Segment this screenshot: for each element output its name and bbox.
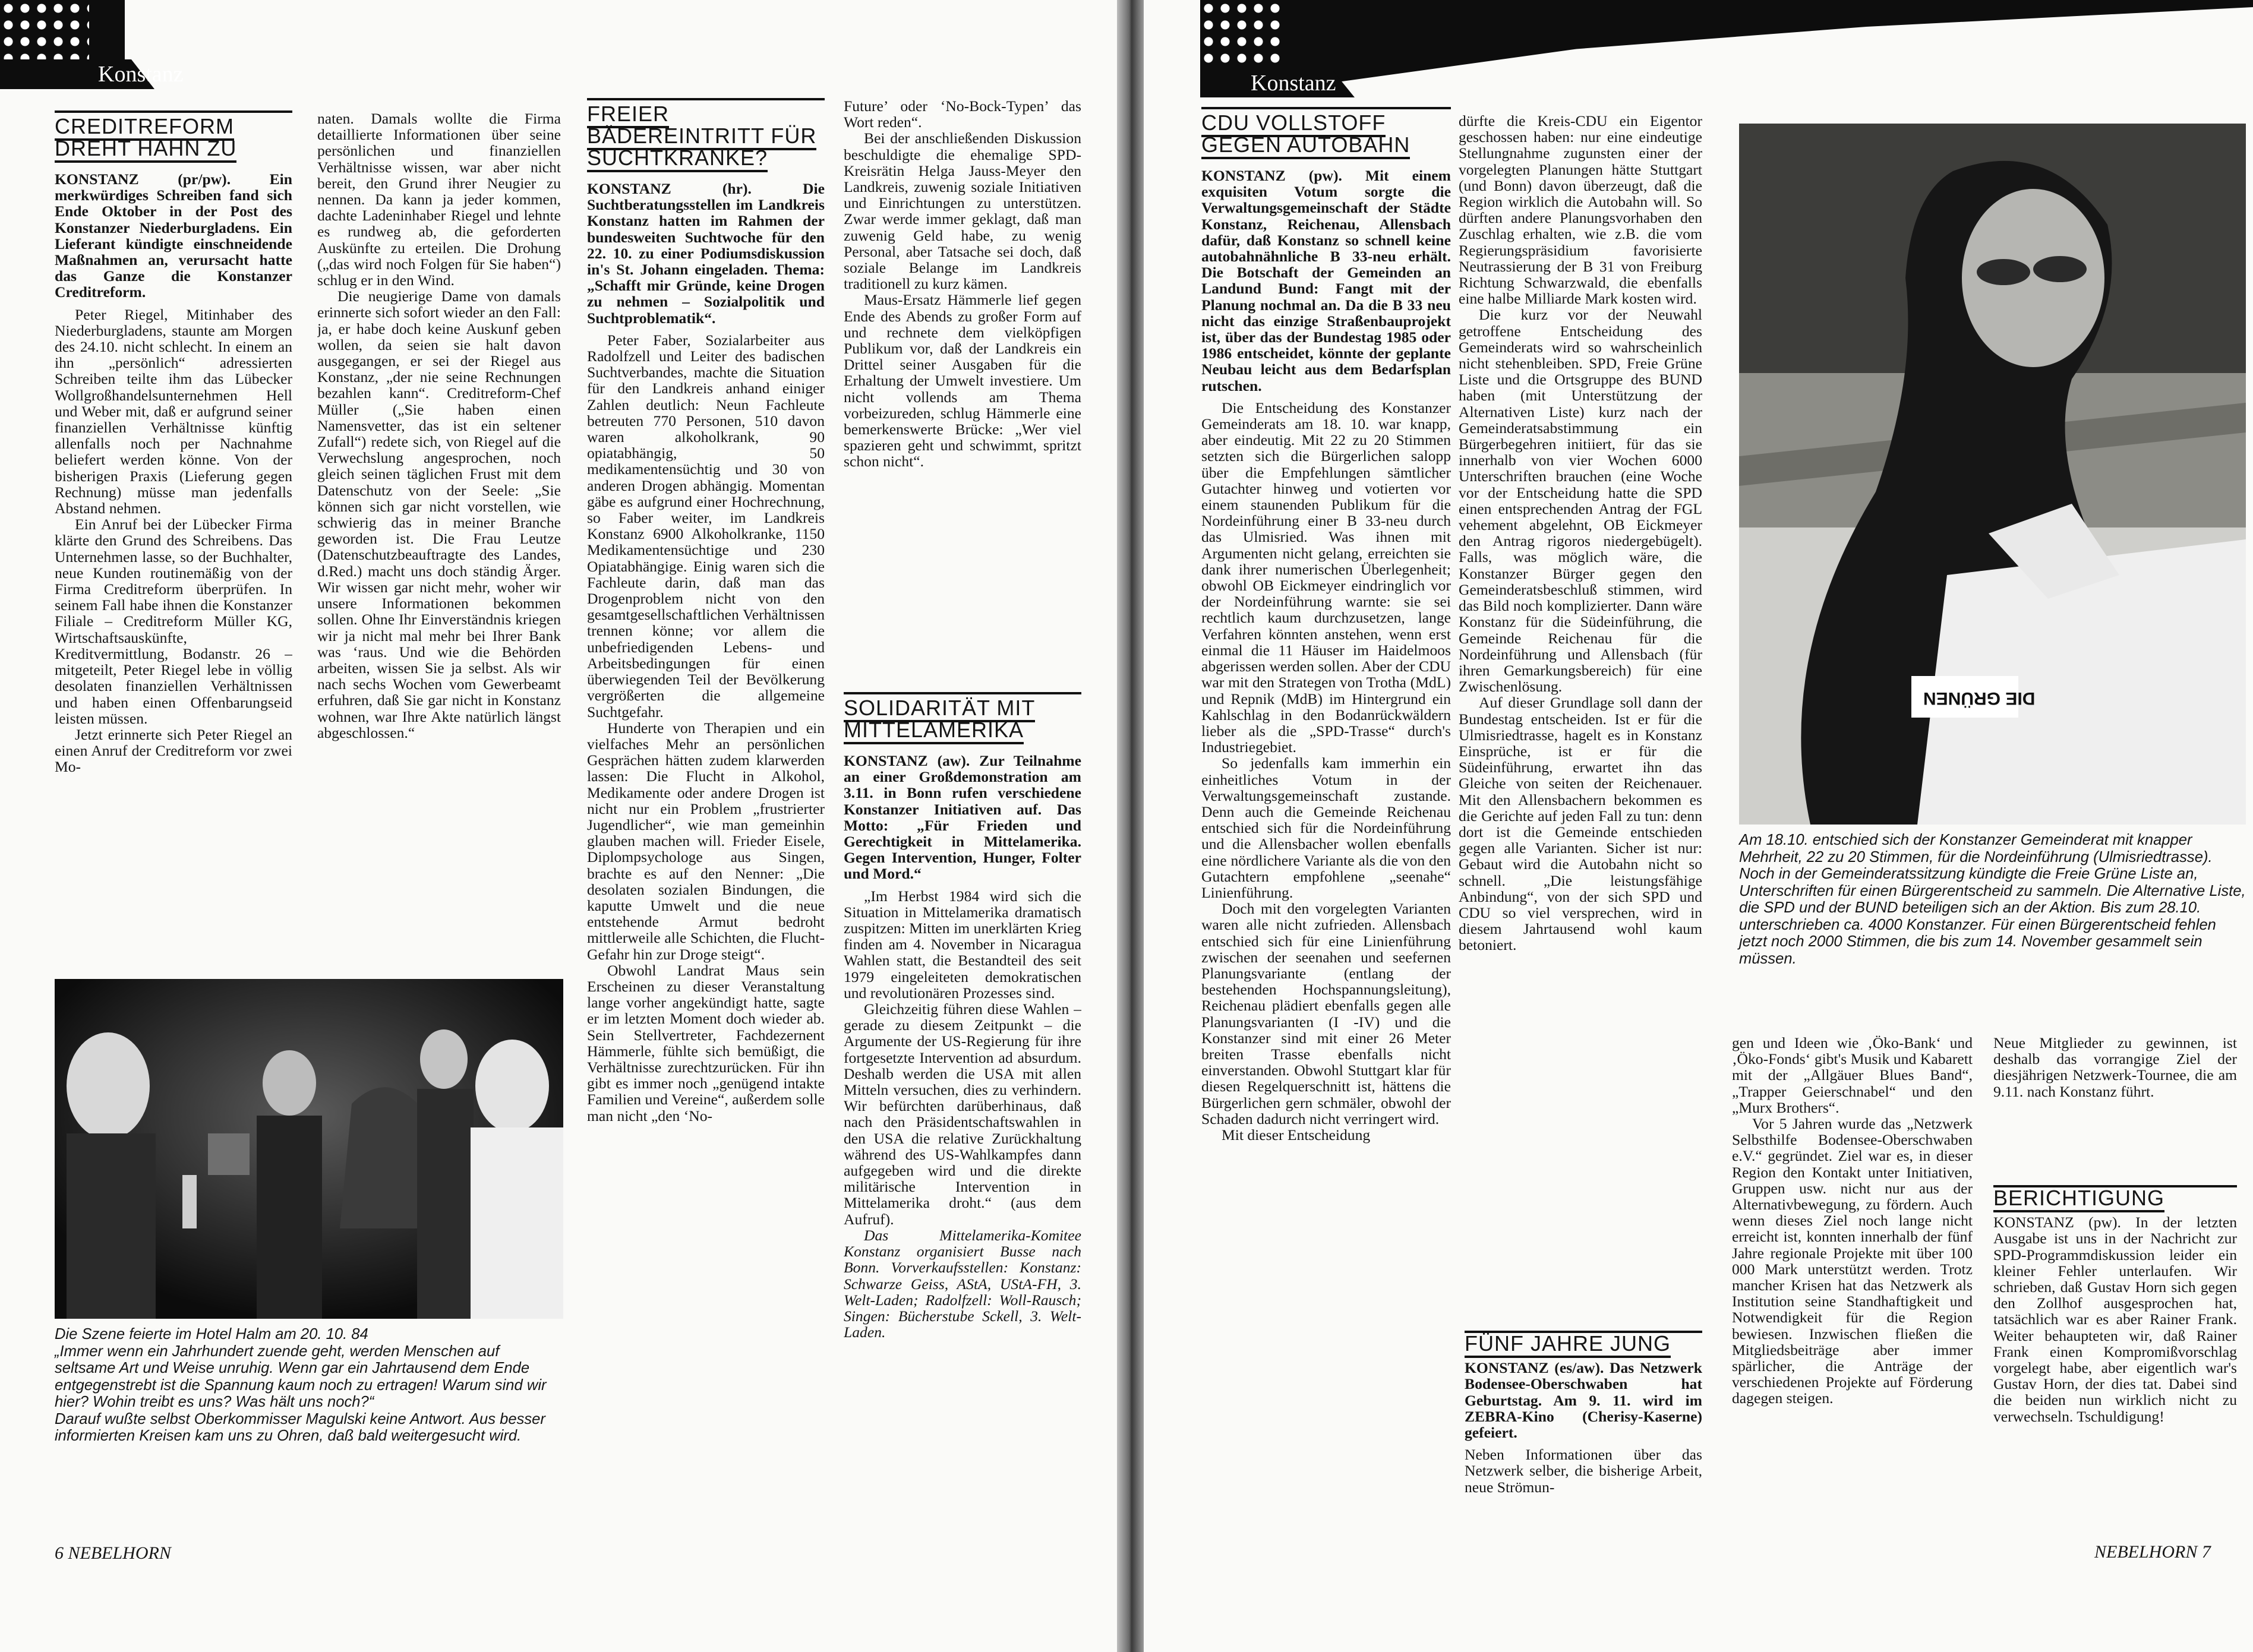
baedereintritt-paragraph: Future’ oder ‘No-Bock-Typen’ das Wort reden“. xyxy=(844,98,1081,131)
berichtigung-article xyxy=(1993,1185,2237,1553)
mittelamerika-paragraph: Das Mittelamerika-Komitee Konstanz organisiert Busse nach Bonn. Vorverkaufsstellen: Konstanz: Schwarze Geiss, AStA, UStA-FH, 3. Welt-Laden; Radolfzell: Woll-Rausch; Singen: Bücherstube Sckell, 3. Welt-Laden. xyxy=(844,1226,1081,1341)
section-label: Konstanz xyxy=(1251,71,1336,96)
fuenf-jahre-article-col1 xyxy=(1465,1331,1702,1556)
fuenf-jahre-headline-text: FÜNF JAHRE JUNG xyxy=(1465,1331,1671,1358)
creditreform-paragraph: Peter Riegel, Mitinhaber des Niederburgladens, staunte am Morgen des 24.10. nicht schlecht. In einem an ihn „persönlich“ adressierten Schreiben teilte ihm das Lübecker Wollgroßhandelsunternehmen Hell und Weber mit, daß er aufgrund seiner finanziellen Verhältnisse künftig allenfalls noch per Nachnahme beliefert werden könne. Von der bisherigen Praxis (Lieferung gegen Rechnung) müsse man jedenfalls Abstand nehmen. xyxy=(55,305,292,517)
mittelamerika-paragraph: Gleichzeitig führen diese Wahlen – gerade zu diesem Zeitpunkt – die Argumente der US-Regierung für ihre fortgesetzte Intervention ad absurdum. Deshalb werden die USA mit allen Mitteln versuchen, dies zu verhindern. Wir befürchten darüberhinaus, daß nach den Präsidentschaftswahlen in den USA die relative Zurückhaltung während des US-Wahlkampfes dann aufgegeben wird und die direkte militärische Intervention in Mittelamerika droht.“ (aus dem Aufruf). xyxy=(844,1000,1081,1228)
party-photo xyxy=(55,979,563,1319)
page-folio-right: NEBELHORN 7 xyxy=(2094,1542,2211,1562)
creditreform-headline xyxy=(55,110,292,162)
berichtigung-text: KONSTANZ (pw). In der letzten Ausgabe ist uns in der Nachricht zur SPD-Programmdiskussion leider ein kleiner Fehler unterlaufen. Wir schrieben, daß Gustav Horn sich gegen den Zollhof ausgesprochen hat, tatsächlich war es aber Rainer Frank. Weiter behaupteten wir, daß Rainer Frank einen Kompromißvorschlag vorgelegt habe, aber eigentlich war's Gustav Horn, der dies tat. Dabei sind die beiden nun wirklich nicht zu verwechseln. Tschuldigung! xyxy=(1993,1214,2237,1425)
mittelamerika-paragraph: „Im Herbst 1984 wird sich die Situation in Mittelamerika dramatisch zuspitzen: Mitten im unerklärten Krieg finden am 4. November in Nicaragua Wahlen statt, die Bestandteil des seit 1979 eingeleiteten demokratischen und revolutionären Prozesses sind. xyxy=(844,887,1081,1002)
berichtigung-headline-text: BERICHTIGUNG xyxy=(1993,1186,2164,1212)
creditreform-paragraph: Die neugierige Dame von damals erinnerte sich sofort wieder an den Fall: ja, er habe doch keine Auskunf geben wollen, da seien sie halt davon ausgegangen, er sei der Riegel aus Konstanz, „der nie seine Rechnungen bezahlen kann“. Creditreform-Chef Müller („Sie haben einen Namensvetter, das ist ein seltener Zufall“) redete sich, von Riegel auf die Verwechslung angesprochen, noch gleich seinen täglichen Frust mit dem Datenschutz von der Seele: „Sie können sich gar nicht vorstellen, wie schwierig das in meiner Branche geworden ist. Die Frau Leutze (Datenschutzbeauftragte des Landes, d.Red.) macht uns doch ständig Ärger. Wir wissen gar nicht mehr, woher wir unsere Informationen bekommen sollen. Ohne Ihr Einverständnis kriegen wir ja nicht mal mehr bei Ihrer Bank was ‘raus. Und wie die Behörden arbeiten, wissen Sie ja selbst. Als wir nach sechs Wochen vom Gewerbeamt erfuhren, daß Sie gar nicht in Konstanz wohnen, war Ihre Akte natürlich längst abgeschlossen.“ xyxy=(317,288,561,741)
mittelamerika-headline xyxy=(844,692,1081,743)
fuenf-jahre-paragraph: Neben Informationen über das Netzwerk selber, die bisherige Arbeit, neue Strömun- xyxy=(1465,1446,1702,1496)
autobahn-lede: KONSTANZ (pw). Mit einem exquisiten Votum sorgte die Verwaltungsgemeinschaft der Städte Konstanz, Reichenau, Allensbach dafür, daß Konstanz so schnell keine autobahnähnliche B 33-neu erhält. Die Botschaft der Gemeinden an Landund Bund: Fangt mit der Planung nochmal an. Da die B 33 neu nicht das einzige Straßenbauprojekt ist, über das der Bundestag 1985 oder 1986 entscheidet, könnte der geplante Neubau leicht aus dem Bedarfsplan rutschen. xyxy=(1201,167,1451,394)
baedereintritt-paragraph: Maus-Ersatz Hämmerle lief gegen Ende des Abends zu großer Form auf und rechnete dem vielköpfigen Publikum vor, daß der Landkreis ein Drittel seiner Ausgaben für die Erhaltung der Umwelt investiere. Um nicht vollends am Thema vorbeizureden, schlug Hämmerle eine bemerkenswerte Brücke: „Wer viel spazieren geht und schwimmt, spritzt schon nicht“. xyxy=(844,291,1081,470)
page-folio-left: 6 NEBELHORN xyxy=(55,1543,171,1563)
creditreform-paragraph: Jetzt erinnerte sich Peter Riegel an einen Anruf der Creditreform vor zwei Mo- xyxy=(55,725,292,776)
baedereintritt-article-col2 xyxy=(844,98,1081,692)
autobahn-headline-text: CDU VOLLSTOFF GEGEN AUTOBAHN xyxy=(1201,110,1410,159)
fuenf-jahre-headline xyxy=(1465,1331,1702,1356)
caption-line: Darauf wußte selbst Oberkommisser Magulski keine Antwort. Aus besser informierten Kreisen kam uns zu Ohren, daß bald weitergesucht wird. xyxy=(55,1410,545,1444)
header-band xyxy=(1286,0,2253,89)
autobahn-paragraph: So jedenfalls kam immerhin ein einheitliches Votum in der Verwaltungsgemeinschaft zustande. Denn auch die Gemeinde Reichenau entschied sich für die Nordeinführung und die Allensbacher wollen ebenfalls eine nördlichere Variante als die von den Gutachtern empfohlene „seenahe“ Linienführung. xyxy=(1201,754,1451,901)
autobahn-article-col1 xyxy=(1201,107,1451,1533)
fuenf-jahre-paragraph: Neue Mitglieder zu gewinnen, ist deshalb das vorrangige Ziel der diesjährigen Netzwerk-Tournee, die am 9.11. nach Konstanz führt. xyxy=(1993,1035,2237,1100)
right-page xyxy=(1144,0,2253,1652)
berichtigung-headline xyxy=(1993,1185,2237,1210)
party-photo-caption xyxy=(55,1326,563,1445)
caption-line: Die Szene feierte im Hotel Halm am 20. 10. 84 xyxy=(55,1326,368,1343)
fuenf-jahre-article-col3 xyxy=(1993,1035,2237,1154)
mittelamerika-headline-text: SOLIDARITÄT MIT MITTELAMERIKA xyxy=(844,696,1035,744)
baedereintritt-paragraph: Obwohl Landrat Maus sein Erscheinen zu dieser Veranstaltung lange vorher angekündigt hatte, sagte er im letzten Moment doch wieder ab. Sein Stellvertreter, Fachdezernent Hämmerle, fühlte sich bemüßigt, die Verhältnisse zurechtzurücken. Für ihn gibt es immer noch „genügend intakte Familien und Vereine“, außerdem solle man nicht „den ‘No- xyxy=(587,961,825,1125)
signature-photo-caption: Am 18.10. entschied sich der Konstanzer Gemeinderat mit knapper Mehrheit, 22 zu 20 Stimmen, für die Nordeinführung (Ulmisriedtrasse). Noch in der Gemeinderatssitzung kündigte die Freie Grüne Liste an, Unterschriften für einen Bürgerentscheid zu sammeln. Die Alternative Liste, die SPD und der BUND beteiligen sich an der Aktion. Bis zum 28.10. unterschrieben ca. 4000 Konstanzer. Für einen Bürgerentscheid fehlen jetzt noch 2000 Stimmen, die bis zum 14. November gesammelt sein müssen. xyxy=(1739,832,2246,967)
autobahn-paragraph: Die Entscheidung des Konstanzer Gemeinderats am 18. 10. war knapp, aber eindeutig. Mit 22 zu 20 Stimmen setzten sich die Bürgerlichen salopp über die Empfehlungen sämtlicher Gutachter hinweg und votierten vor einem staunenden Publikum für die Nordeinführung einer B 33-neu durch das Ulmisried. Was ihnen mit Argumenten nicht gelang, erreichten sie dank ihrer numerischen Überlegenheit; obwohl OB Eickmeyer eindringlich vor der Nordeinführung warnte: sie sei rechtlich kaum durchzusetzen, lange Verfahren könnten anstehen, wenn erst einmal die 11 Häuser im Haidelmoos abgerissen werden sollen. Aber der CDU war mit den Strategen von Trotha (MdL) und Repnik (MdB) im Hintergrund ein Kahlschlag in den Bodanrückwäldern lieber als die „SPD-Trasse“ durch's Industriegebiet. xyxy=(1201,399,1451,756)
baedereintritt-paragraph: Bei der anschließenden Diskussion beschuldigte die ehemalige SPD-Kreisrätin Helga Jauss-Meyer den Landkreis, zuwenig soziale Initiativen und Einrichtungen zu unterstützen. Zwar werde immer geklagt, daß man zuwenig Geld habe, zu wenig Personal, aber Tatsache sei doch, daß soziale Belange im Landkreis traditionell zu kurz kämen. xyxy=(844,129,1081,293)
party-photo-image xyxy=(55,979,563,1319)
creditreform-headline-text: CREDITREFORM DREHT HAHN ZU xyxy=(55,114,236,163)
creditreform-paragraph: naten. Damals wollte die Firma detaillierte Informationen über seine persönlichen und finanziellen Verhältnisse wissen, war aber nicht bereit, den Grund ihrer Neugier zu nennen. Da kann ja jeder kommen, dachte Ladeninhaber Riegel und lehnte es rundweg ab, die geforderten Auskünfte zu erteilen. Die Drohung („das wird noch Folgen für Sie haben“) schlug er in den Wind. xyxy=(317,110,561,289)
page-gutter xyxy=(1117,0,1144,1652)
autobahn-paragraph: dürfte die Kreis-CDU ein Eigentor geschossen haben: nur eine eindeutige Stellungnahme zugunsten einer der vorgelegten Planungen hätte Stuttgart (und Bonn) davon überzeugt, daß die Region wirklich die Autobahn will. So dürften andere Planungsvorhaben den Zuschlag erhalten, wie z.B. die vom Regierungspräsidium favorisierte Neutrassierung der B 31 von Freiburg Richtung Schwarzwald, die ebenfalls eine halbe Milliarde Mark kosten wird. xyxy=(1459,113,1702,308)
party-sign-text: DIE GRÜNEN xyxy=(1923,688,2036,708)
baedereintritt-paragraph: Hunderte von Therapien und ein vielfaches Mehr an persönlichen Gesprächen hätten zudem klarwerden lassen: Die Flucht in Alkohol, Medikamente oder andere Drogen ist nicht nur ein Problem „frustrierter Jugendlicher“, wie man gemeinhin glauben machen will. Frieder Eisele, Diplompsychologe aus Singen, brachte es auf den Nenner: „Die desolaten sozialen Bindungen, die kaputte Umwelt und die neue entstehende Armut bedroht mittlerweile alle Schichten, die Flucht-Gefahr hin zur Droge steigt“. xyxy=(587,719,825,963)
signature-photo xyxy=(1739,124,2246,825)
creditreform-lede: KONSTANZ (pr/pw). Ein merkwürdiges Schreiben fand sich Ende Oktober in der Post des Konstanzer Niederburgladens. Ein Lieferant kündigte einschneidende Maßnahmen an, verursacht hatte das Ganze die Konstanzer Creditreform. xyxy=(55,170,292,301)
signature-photo-image xyxy=(1739,124,2246,825)
baedereintritt-lede: KONSTANZ (hr). Die Suchtberatungsstellen im Landkreis Konstanz hatten im Rahmen der bundesweiten Suchtwoche für den 22. 10. zu einer Podiumsdiskussion in's St. Johann eingeladen. Thema: „Schafft mir Gründe, keine Drogen zu nehmen – Sozialpolitik und Suchtproblematik“. xyxy=(587,180,825,327)
section-label: Konstanz xyxy=(98,62,184,87)
fuenf-jahre-paragraph: gen und Ideen wie ‚Öko-Bank‘ und ‚Öko-Fonds‘ gibt's Musik und Kabarett mit der „Allgäuer Blues Band“, „Trapper Geierschnabel“ und den „Murx Brothers“. xyxy=(1732,1035,1973,1116)
creditreform-paragraph: Ein Anruf bei der Lübecker Firma klärte den Grund des Schreibens. Das Unternehmen lasse, so der Buchhalter, neue Kunden routinemäßig von der Firma Creditreform überprüfen. In seinem Fall habe ihnen die Konstanzer Filiale – Creditreform Müller KG, Wirtschaftsauskünfte, Kreditvermittlung, Bodanstr. 26 – mitgeteilt, Peter Riegel lebe in völlig desolaten finanziellen Verhältnissen und haben einen Offenbarungseid leisten müssen. xyxy=(55,516,292,727)
autobahn-paragraph: Die kurz vor der Neuwahl getroffene Entscheidung des Gemeinderats wird so wahrscheinlich nicht stehenbleiben. SPD, Freie Grüne Liste und die Ortsgruppe des BUND haben (mit Unterstützung der Alternativen Liste) kurz nach der Gemeinderatsabstimmung ein Bürgerbegehren initiiert, für das sie innerhalb von vier Wochen 6000 Unterschriften brauchen (eine Woche vor der Entscheidung hatte die SPD einen entsprechenden Antrag der FGL vehement abgelehnt, OB Eickmeyer den Antrag rigoros niedergebügelt). Falls, was möglich wäre, die Konstanzer Bürger gegen den Gemeinderatsbeschluß stimmen, wird das Bild noch komplizierter. Dann wäre Konstanz für die Südeinführung, die Gemeinde Reichenau für die Nordeinführung und Allensbach (für ihren Gemarkungsbereich) für eine Zwischenlösung. xyxy=(1459,306,1702,696)
baedereintritt-paragraph: Peter Faber, Sozialarbeiter aus Radolfzell und Leiter des badischen Suchtverbandes, machte die Situation für den Landkreis anhand einiger Zahlen deutlich: Neun Fachleute betreuten 770 Personen, 510 davon waren alkoholkrank, 90 opiatabhängig, 50 medikamentensüchtig und 30 von anderen Drogen abhängig. Momentan gäbe es aufgrund einer Hochrechnung, so Faber weiter, im Landkreis Konstanz 6900 Alkoholkranke, 1150 Medikamentensüchtige und 230 Opiatabhängige. Einig waren sich die Fachleute darin, daß man das Drogenproblem nicht von den gesamtgesellschaftlichen Verhältnissen trennen könne; vor allem die unbefriedigenden Lebens- und Arbeitsbedingungen für einen überwiegenden Teil der Bevölkerung vergrößerten die allgemeine Suchtgefahr. xyxy=(587,331,825,721)
mittelamerika-lede: KONSTANZ (aw). Zur Teilnahme an einer Großdemonstration am 3.11. in Bonn rufen verschiedene Konstanzer Initiativen auf. Das Motto: „Für Frieden und Gerechtigkeit in Mittelamerika. Gegen Intervention, Hunger, Folter und Mord.“ xyxy=(844,752,1081,883)
fuenf-jahre-article-col2 xyxy=(1732,1035,1973,1552)
autobahn-headline xyxy=(1201,107,1451,158)
autobahn-paragraph: Auf dieser Grundlage soll dann der Bundestag entscheiden. Ist er für die Ulmisriedtrasse, hagelt es in Konstanz Einsprüche, ist er für die Südeinführung, erwartet ihn das Gleiche von seiten der Reichenauer. Mit den Allensbachern bekommen es die Gerichte auf jeden Fall zu tun: denn dort ist die Gemeinde entschieden gegen alle Varianten. Sicher ist nur: Gebaut wird die Autobahn nicht so schnell. „Die leistungsfähige Anbindung“, von der sich SPD und CDU so viel versprechen, wird in diesem Jahrtausend wohl kaum betoniert. xyxy=(1459,694,1702,954)
fuenf-jahre-lede: KONSTANZ (es/aw). Das Netzwerk Bodensee-Oberschwaben hat Geburtstag. Am 9. 11. wird im ZEBRA-Kino (Cherisy-Kaserne) gefeiert. xyxy=(1465,1359,1702,1442)
left-page xyxy=(0,0,1117,1652)
creditreform-article-col1 xyxy=(55,110,292,943)
autobahn-article-col2 xyxy=(1459,113,1702,1259)
caption-line: „Immer wenn ein Jahrhundert zuende geht, werden Menschen auf seltsame Art und Weise unruhig. Wenn gar ein Jahrtausend dem Ende entgegenstrebt ist die Spannung kaum noch zu ertragen! Warum sind wir hier? Wohin treibt es uns? Was hält uns noch?“ xyxy=(55,1343,547,1410)
autobahn-paragraph: Doch mit den vorgelegten Varianten waren alle nicht zufrieden. Allensbach entschied sich für eine Linienführung zwischen der seenahen und seefernen Planungsvariante (entlang der bestehenden Hochspannungsleitung), Reichenau plädiert ebenfalls gegen alle Planungsvarianten (I -IV) und die Konstanzer sind mit einer 26 Meter breiten Trasse ebenfalls nicht einverstanden. Obwohl Stuttgart klar für diesen Regelquerschnitt ist, hättens die Bürgerlichen gern schmäler, obwohl der Schaden dadurch nicht verringert wird. xyxy=(1201,900,1451,1127)
creditreform-article-col2 xyxy=(317,110,561,943)
baedereintritt-article-col1 xyxy=(587,98,825,1543)
baedereintritt-headline xyxy=(587,98,825,171)
mittelamerika-article xyxy=(844,692,1081,1543)
fuenf-jahre-paragraph: Vor 5 Jahren wurde das „Netzwerk Selbsthilfe Bodensee-Oberschwaben e.V.“ gegründet. Ziel war es, in dieser Region den Kontakt unter Initiativen, Gruppen usw. nicht nur aus der Alternativbewegung, zu fördern. Auch wenn dieses Ziel noch lange nicht erreicht ist, konnten innerhalb der fünf Jahre regionale Projekte mit über 100 000 Mark unterstützt werden. Trotz mancher Krisen hat das Netzwerk als Institution seine Standhaftigkeit und Notwendigkeit für die Region bewiesen. Inzwischen fließen die Mitgliedsbeiträge aber immer spärlicher, die Anträge der verschiedenen Projekte auf Förderung dagegen steigen. xyxy=(1732,1115,1973,1407)
baedereintritt-headline-text: FREIER BÄDEREINTRITT FÜR SUCHTKRANKE? xyxy=(587,102,816,172)
autobahn-paragraph: Mit dieser Entscheidung xyxy=(1222,1126,1371,1144)
